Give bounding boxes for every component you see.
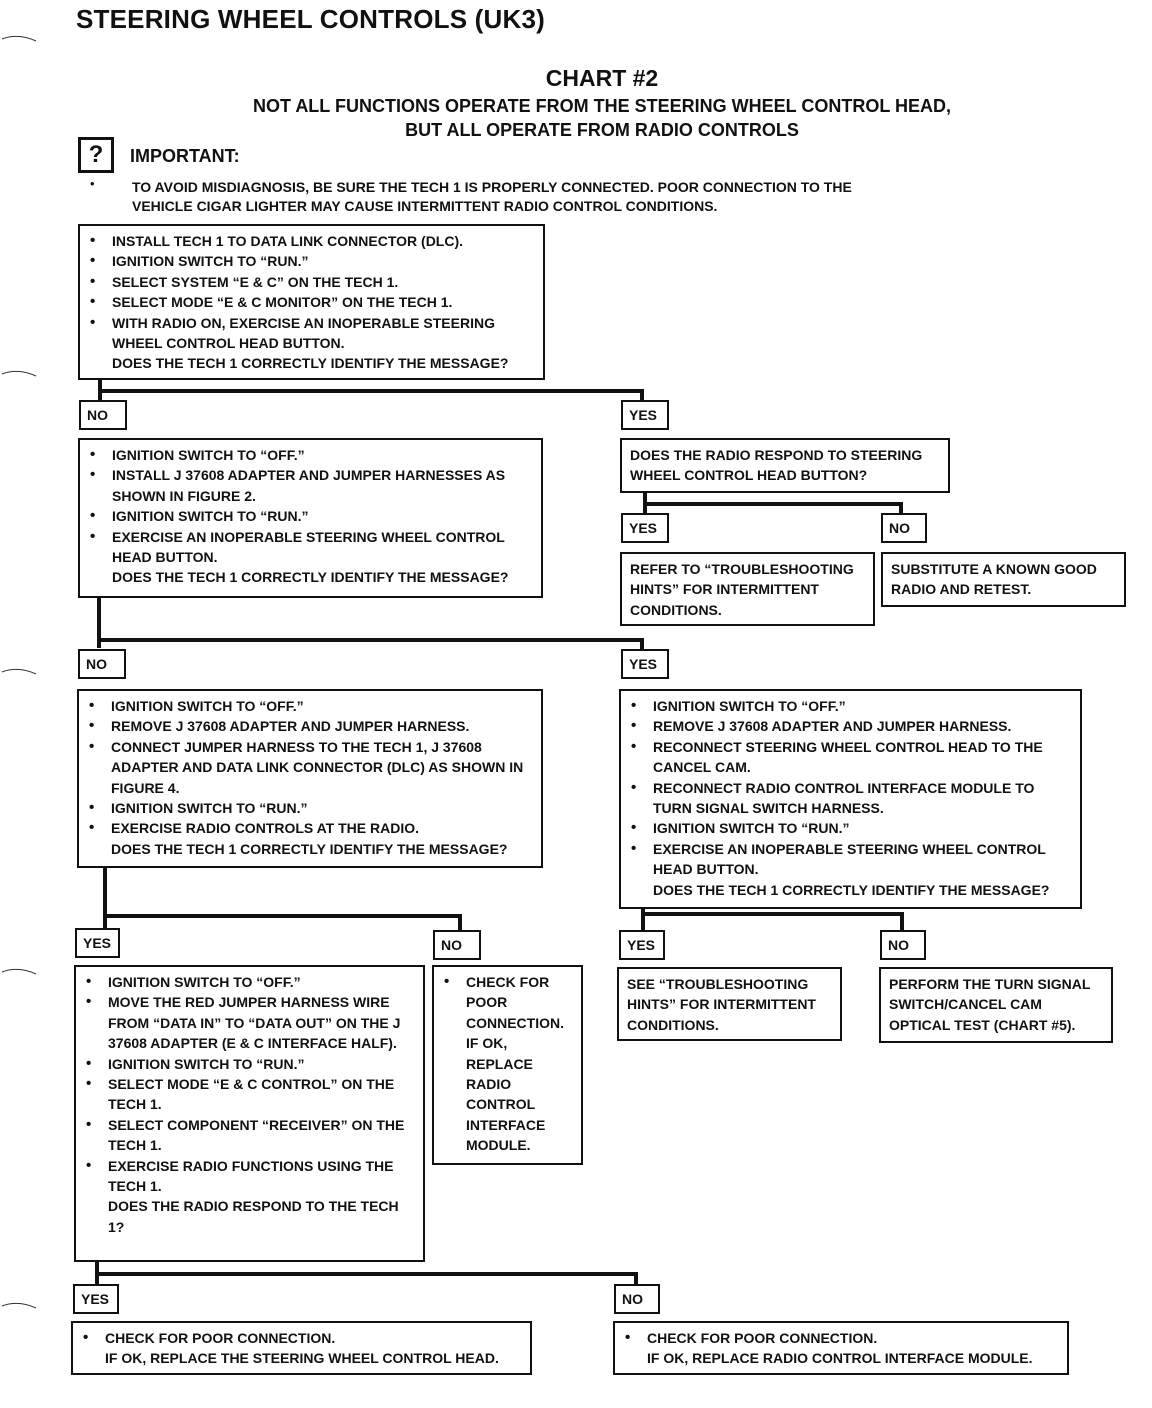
step-start-bullet-5: • WITH RADIO ON, EXERCISE AN INOPERABLE STEERING WHEEL CONTROL HEAD BUTTON. (88, 313, 537, 354)
branch-no-label: NO (614, 1284, 660, 1314)
step-check-replace-module-text: • CHECK FOR POOR CONNECTION. IF OK, REPLACE RADIO CONTROL INTERFACE MODULE. (442, 972, 575, 1156)
step-replace-module-line-1: • CHECK FOR POOR CONNECTION. (623, 1328, 1061, 1348)
important-bullet: • (90, 176, 95, 191)
branch-yes-label: YES (621, 400, 669, 430)
step-radio-controls-bullet-4: • IGNITION SWITCH TO “RUN.” (87, 798, 535, 818)
step-data-out-bullet-6: • EXERCISE RADIO FUNCTIONS USING THE TECH 1. (84, 1156, 417, 1197)
chart-subtitle-line-2: BUT ALL OPERATE FROM RADIO CONTROLS (405, 120, 799, 140)
step-see-hints-box (617, 967, 842, 1041)
step-start-question: DOES THE TECH 1 CORRECTLY IDENTIFY THE MESSAGE? (112, 355, 509, 372)
branch-no-label: NO (433, 930, 481, 960)
step-data-out-box (74, 965, 425, 1262)
step-data-out-bullet-1: • IGNITION SWITCH TO “OFF.” (84, 972, 417, 992)
margin-mark (0, 33, 38, 43)
step-radio-controls-bullet-3: • CONNECT JUMPER HARNESS TO THE TECH 1, J 37608 ADAPTER AND DATA LINK CONNECTOR (DLC) AS SHOWN IN FIGURE 4. (87, 737, 535, 798)
step-replace-head-box (71, 1321, 532, 1375)
connector-line (103, 866, 107, 928)
connector-line (641, 912, 904, 916)
step-substitute-radio-text: SUBSTITUTE A KNOWN GOOD RADIO AND RETEST. (891, 561, 1097, 598)
margin-mark (0, 666, 38, 676)
step-adapter-question: DOES THE TECH 1 CORRECTLY IDENTIFY THE MESSAGE? (112, 569, 509, 586)
connector-line (97, 638, 644, 642)
step-start-box (78, 224, 545, 380)
step-radio-respond-text: DOES THE RADIO RESPOND TO STEERING WHEEL CONTROL HEAD BUTTON? (630, 447, 923, 484)
step-refer-hints-box (620, 552, 875, 626)
step-replace-module-line-2: IF OK, REPLACE RADIO CONTROL INTERFACE MODULE. (647, 1350, 1033, 1367)
step-reconnect-bullet-2: • REMOVE J 37608 ADAPTER AND JUMPER HARNESS. (629, 716, 1074, 736)
step-data-out-bullet-5: • SELECT COMPONENT “RECEIVER” ON THE TECH 1. (84, 1115, 417, 1156)
step-start-bullet-2: • IGNITION SWITCH TO “RUN.” (88, 251, 537, 271)
step-optical-test-text: PERFORM THE TURN SIGNAL SWITCH/CANCEL CAM OPTICAL TEST (CHART #5). (889, 976, 1091, 1033)
step-replace-head-line-1: • CHECK FOR POOR CONNECTION. (81, 1328, 524, 1348)
step-replace-module-box (613, 1321, 1069, 1375)
branch-no-label: NO (880, 930, 926, 960)
step-adapter-bullet-4: • EXERCISE AN INOPERABLE STEERING WHEEL CONTROL HEAD BUTTON. (88, 527, 535, 568)
branch-yes-label: YES (619, 930, 665, 960)
step-radio-controls-box (77, 689, 543, 868)
step-radio-respond-box (620, 438, 950, 493)
step-data-out-bullet-3: • IGNITION SWITCH TO “RUN.” (84, 1054, 417, 1074)
important-notice-icon: ? (78, 137, 114, 173)
branch-yes-label: YES (621, 649, 669, 679)
connector-line (900, 912, 904, 930)
step-start-bullet-3: • SELECT SYSTEM “E & C” ON THE TECH 1. (88, 272, 537, 292)
step-substitute-radio-box (881, 552, 1126, 607)
important-label: IMPORTANT: (130, 146, 240, 166)
branch-yes-label: YES (621, 513, 669, 543)
step-adapter-bullet-1: • IGNITION SWITCH TO “OFF.” (88, 445, 535, 465)
chart-subtitle-line-1: NOT ALL FUNCTIONS OPERATE FROM THE STEERING WHEEL CONTROL HEAD, (252, 96, 951, 116)
important-text: TO AVOID MISDIAGNOSIS, BE SURE THE TECH 1 IS PROPERLY CONNECTED. POOR CONNECTION TO THE VEHICLE CIGAR LIGHTER MAY CAUSE INTERMITTENT RADIO CONTROL CONDITIONS. (132, 179, 852, 214)
step-radio-controls-bullet-5: • EXERCISE RADIO CONTROLS AT THE RADIO. (87, 818, 535, 838)
step-radio-controls-bullet-2: • REMOVE J 37608 ADAPTER AND JUMPER HARNESS. (87, 716, 535, 736)
margin-mark (0, 966, 38, 976)
step-radio-controls-question: DOES THE TECH 1 CORRECTLY IDENTIFY THE MESSAGE? (111, 840, 508, 857)
branch-no-label: NO (881, 513, 927, 543)
step-see-hints-text: SEE “TROUBLESHOOTING HINTS” FOR INTERMITTENT CONDITIONS. (627, 976, 816, 1033)
step-replace-head-line-2: IF OK, REPLACE THE STEERING WHEEL CONTROL HEAD. (105, 1350, 499, 1367)
connector-line (641, 907, 645, 931)
margin-mark (0, 1300, 38, 1310)
step-start-bullet-4: • SELECT MODE “E & C MONITOR” ON THE TECH 1. (88, 292, 537, 312)
margin-mark (0, 368, 38, 378)
step-reconnect-bullet-6: • EXERCISE AN INOPERABLE STEERING WHEEL CONTROL HEAD BUTTON. (629, 839, 1074, 880)
step-refer-hints-text: REFER TO “TROUBLESHOOTING HINTS” FOR INTERMITTENT CONDITIONS. (630, 561, 854, 618)
step-adapter-bullet-2: • INSTALL J 37608 ADAPTER AND JUMPER HARNESSES AS SHOWN IN FIGURE 2. (88, 465, 535, 506)
branch-yes-label: YES (75, 928, 120, 958)
step-reconnect-bullet-3: • RECONNECT STEERING WHEEL CONTROL HEAD TO THE CANCEL CAM. (629, 737, 1074, 778)
connector-line (458, 914, 462, 930)
step-start-bullet-1: • INSTALL TECH 1 TO DATA LINK CONNECTOR (DLC). (88, 231, 537, 251)
page-title: STEERING WHEEL CONTROLS (UK3) (76, 4, 546, 34)
step-reconnect-bullet-4: • RECONNECT RADIO CONTROL INTERFACE MODULE TO TURN SIGNAL SWITCH HARNESS. (629, 778, 1074, 819)
step-optical-test-box (879, 967, 1113, 1043)
step-data-out-bullet-2: • MOVE THE RED JUMPER HARNESS WIRE FROM “DATA IN” TO “DATA OUT” ON THE J 37608 ADAPTER (E & C INTERFACE HALF). (84, 992, 417, 1053)
step-reconnect-box (619, 689, 1082, 909)
step-adapter-bullet-3: • IGNITION SWITCH TO “RUN.” (88, 506, 535, 526)
connector-line (643, 502, 903, 506)
step-reconnect-bullet-1: • IGNITION SWITCH TO “OFF.” (629, 696, 1074, 716)
step-adapter-box (78, 438, 543, 598)
connector-line (103, 914, 462, 918)
step-reconnect-question: DOES THE TECH 1 CORRECTLY IDENTIFY THE MESSAGE? (653, 881, 1050, 898)
step-data-out-bullet-4: • SELECT MODE “E & C CONTROL” ON THE TECH 1. (84, 1074, 417, 1115)
connector-line (95, 1272, 638, 1276)
step-reconnect-bullet-5: • IGNITION SWITCH TO “RUN.” (629, 818, 1074, 838)
chart-number: CHART #2 (545, 65, 659, 91)
step-check-replace-module-box (432, 965, 583, 1165)
connector-line (98, 389, 644, 393)
branch-no-label: NO (79, 400, 127, 430)
step-radio-controls-bullet-1: • IGNITION SWITCH TO “OFF.” (87, 696, 535, 716)
step-data-out-question: DOES THE RADIO RESPOND TO THE TECH 1? (108, 1198, 399, 1235)
branch-yes-label: YES (73, 1284, 119, 1314)
branch-no-label: NO (78, 649, 126, 679)
